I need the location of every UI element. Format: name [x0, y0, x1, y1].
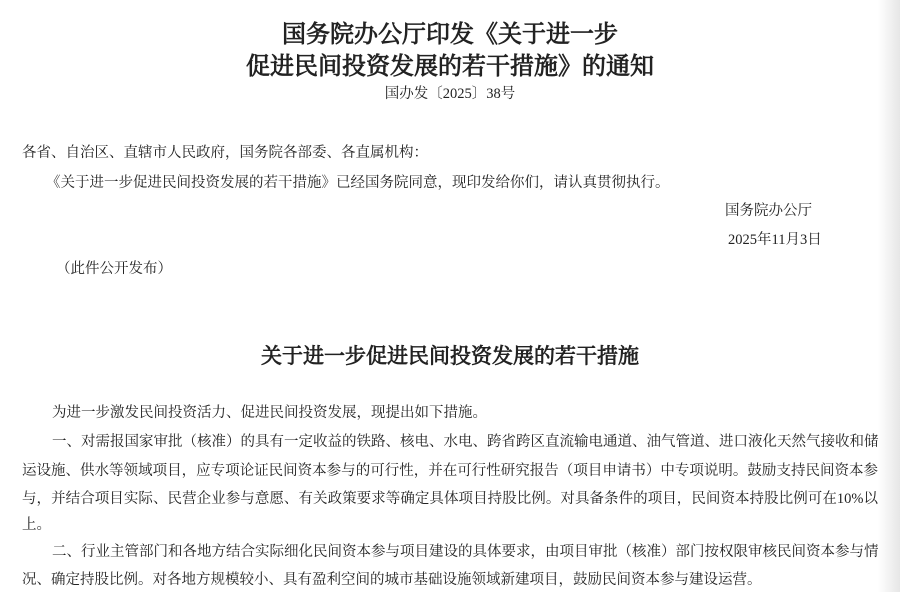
paragraph-line: 二、行业主管部门和各地方结合实际细化民间资本参与项目建设的具体要求，由项目审批（核准）部门按权限审核民间资本参与情 [52, 544, 879, 560]
title-line-2: 促进民间投资发展的若干措施》的通知 [246, 54, 654, 80]
document-number: 国办发〔2025〕38号 [384, 86, 516, 102]
paragraph-line: 况、确定持股比例。对各地方规模较小、具有盈利空间的城市基础设施领域新建项目，鼓励民间资本参与建设运营。 [22, 572, 762, 588]
paragraph-line: 与，并结合项目实际、民营企业参与意愿、有关政策要求等确定具体项目持股比例。对具备条件的项目，民间资本持股比例可在10%以 [22, 491, 878, 507]
notice-body: 《关于进一步促进民间投资发展的若干措施》已经国务院同意，现印发给你们，请认真贯彻执行。 [46, 175, 670, 191]
issue-date: 2025年11月3日 [728, 232, 822, 248]
measures-heading: 关于进一步促进民间投资发展的若干措施 [261, 344, 639, 368]
publication-note: （此件公开发布） [56, 261, 172, 277]
addressee: 各省、自治区、直辖市人民政府，国务院各部委、各直属机构： [22, 145, 428, 161]
issuer: 国务院办公厅 [725, 203, 812, 219]
intro-paragraph: 为进一步激发民间投资活力、促进民间投资发展，现提出如下措施。 [52, 405, 487, 421]
paragraph-line: 运设施、供水等领域项目，应专项论证民间资本参与的可行性，并在可行性研究报告（项目申请书）中专项说明。鼓励支持民间资本参 [22, 463, 878, 479]
title-line-1: 国务院办公厅印发《关于进一步 [282, 22, 618, 48]
paragraph-line: 上。 [22, 517, 51, 533]
paragraph-line: 一、对需报国家审批（核准）的具有一定收益的铁路、核电、水电、跨省跨区直流输电通道、油气管道、进口液化天然气接收和储 [52, 434, 879, 450]
